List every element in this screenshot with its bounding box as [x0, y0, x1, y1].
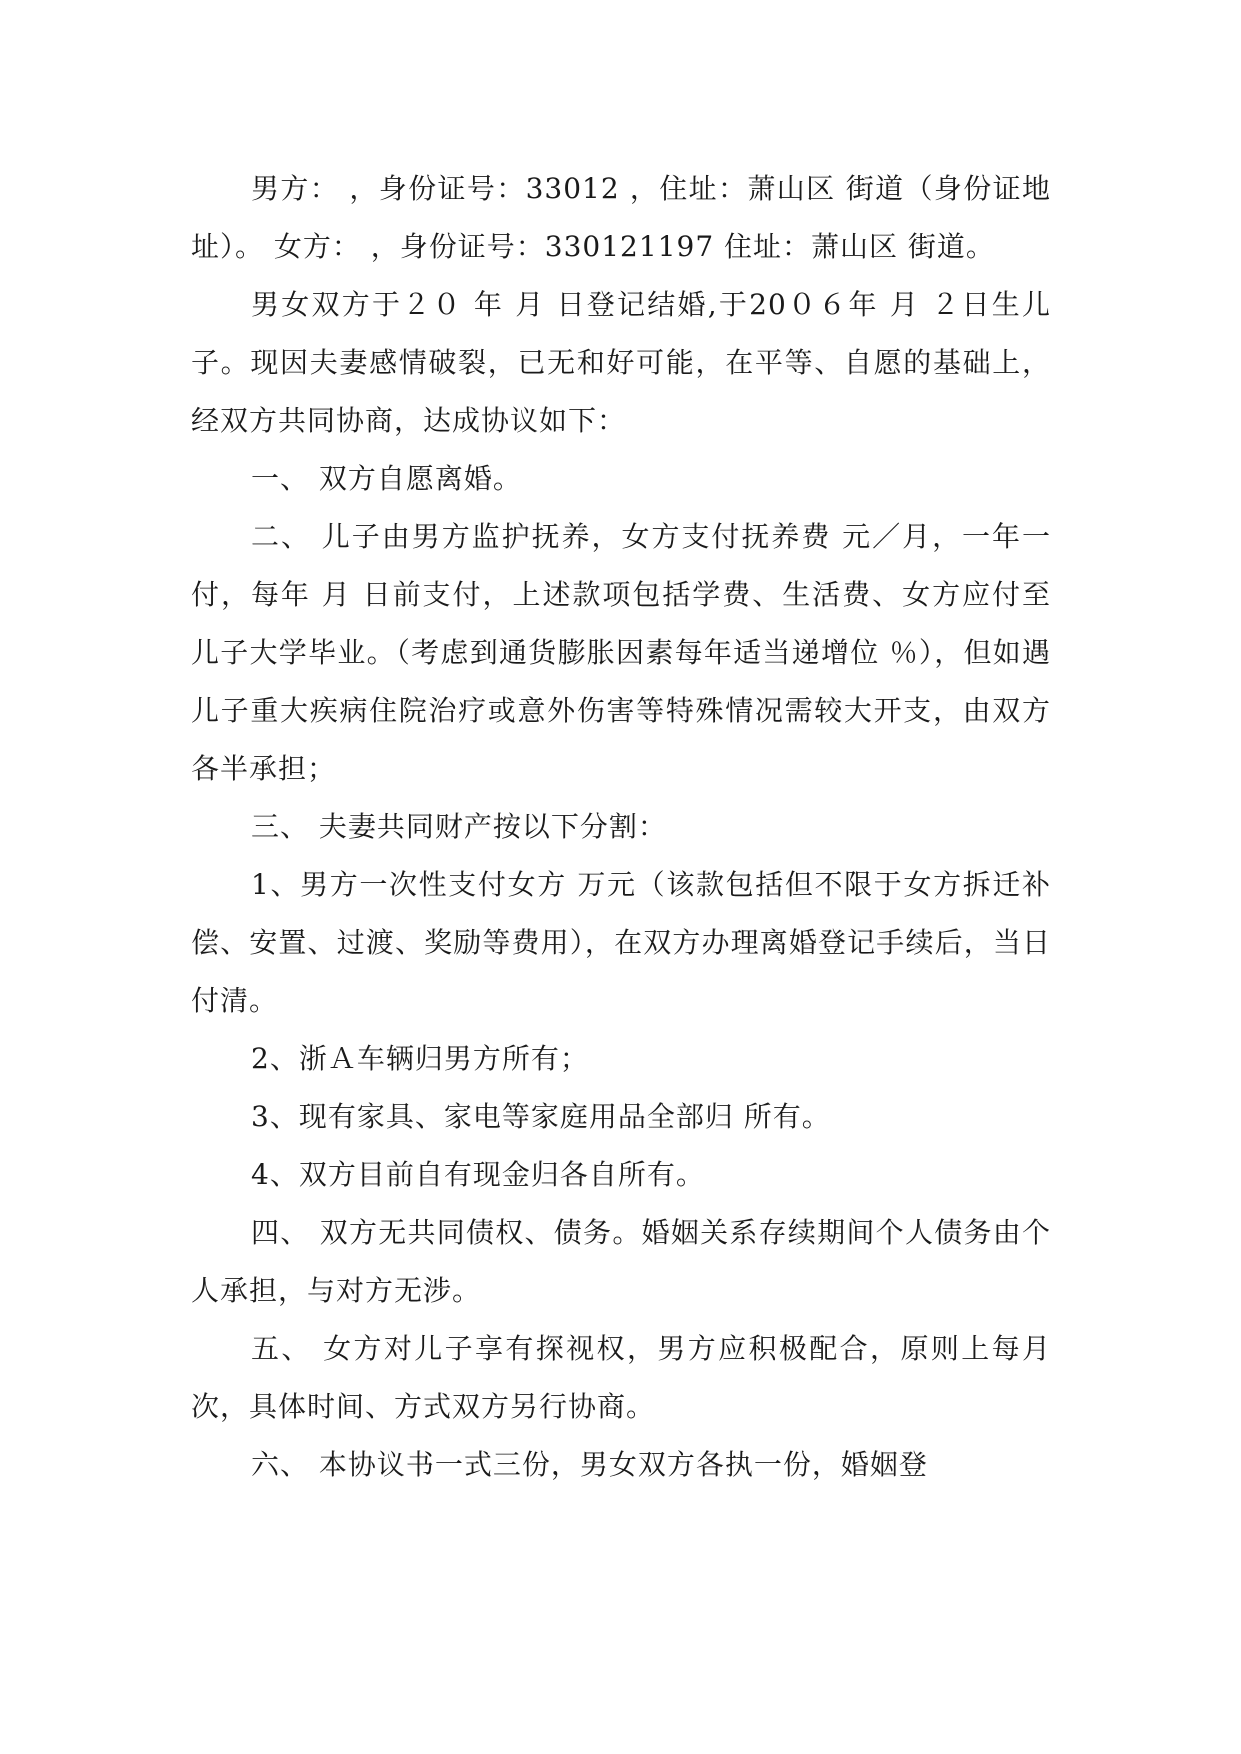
document-body: [191, 160, 1051, 1494]
clause-2-paragraph: 二、 儿子由男方监护抚养，女方支付抚养费 元／月，一年一付，每年 月 日前支付，上述款项包括学费、生活费、女方应付至儿子大学毕业。（考虑到通货膨胀因素每年适当递增位 ％），但如遇儿子重大疾病住院治疗或意外伤害等特殊情况需较大开支，由双方各半承担；: [191, 520, 1051, 785]
clause-3-item-4-paragraph: 4、双方目前自有现金归各自所有。: [251, 1158, 705, 1191]
clause-6-paragraph: 六、 本协议书一式三份，男女双方各执一份，婚姻登: [251, 1448, 928, 1481]
party-info-paragraph: 男方： ，身份证号：33012 ，住址：萧山区 街道（身份证地址）。 女方： ，身份证号：330121197 住址：萧山区 街道。: [191, 172, 1051, 263]
clause-3-item-3-paragraph: 3、现有家具、家电等家庭用品全部归 所有。: [251, 1100, 831, 1133]
marriage-background-paragraph: 男女双方于２０ 年 月 日登记结婚,于20０６年 月 ２日生儿子。现因夫妻感情破裂，已无和好可能，在平等、自愿的基础上，经双方共同协商，达成协议如下：: [191, 288, 1051, 437]
clause-3-item-1-paragraph: 1、男方一次性支付女方 万元（该款包括但不限于女方拆迁补偿、安置、过渡、奖励等费用），在双方办理离婚登记手续后，当日付清。: [191, 868, 1051, 1017]
clause-3-item-2-paragraph: 2、浙Ａ车辆归男方所有；: [251, 1042, 589, 1075]
clause-1-paragraph: 一、 双方自愿离婚。: [251, 462, 522, 495]
clause-3-paragraph: 三、 夫妻共同财产按以下分割：: [251, 810, 667, 843]
clause-5-paragraph: 五、 女方对儿子享有探视权，男方应积极配合，原则上每月次，具体时间、方式双方另行协商。: [191, 1332, 1051, 1423]
clause-4-paragraph: 四、 双方无共同债权、债务。婚姻关系存续期间个人债务由个人承担，与对方无涉。: [191, 1216, 1051, 1307]
